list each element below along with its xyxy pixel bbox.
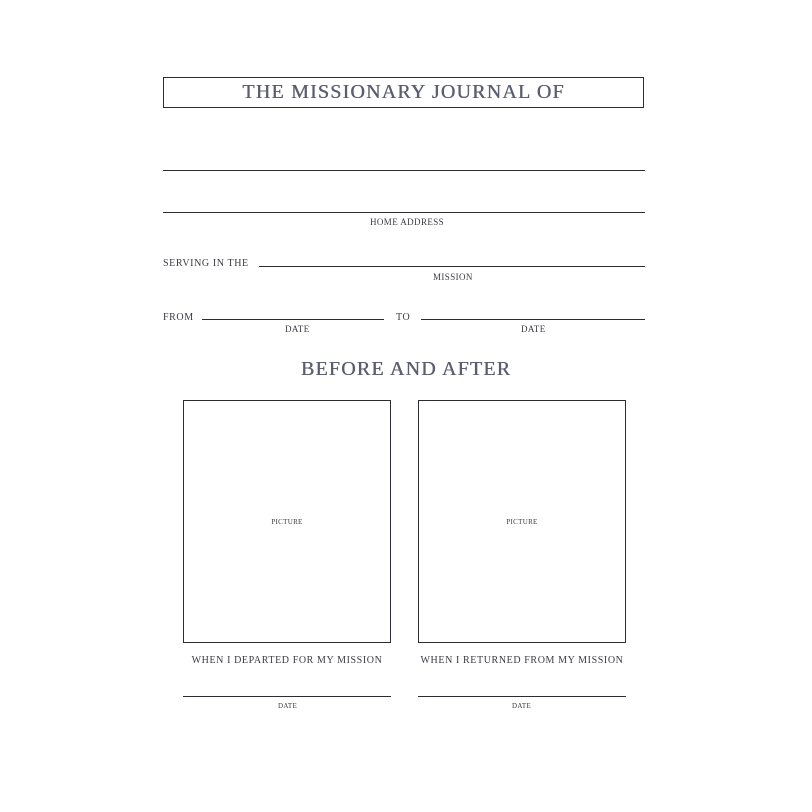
name-line[interactable]: [163, 170, 645, 171]
from-date-label: DATE: [285, 324, 310, 334]
photo-frame-departed[interactable]: [183, 400, 391, 643]
page-title: THE MISSIONARY JOURNAL OF: [242, 81, 565, 103]
returned-date-line[interactable]: [418, 696, 626, 697]
picture-placeholder: PICTURE: [506, 517, 538, 526]
returned-date-label: DATE: [512, 702, 532, 710]
departed-caption: WHEN I DEPARTED FOR MY MISSION: [191, 655, 383, 666]
returned-caption: WHEN I RETURNED FROM MY MISSION: [420, 655, 624, 666]
home-address-label: HOME ADDRESS: [370, 217, 445, 227]
to-date-line[interactable]: [421, 319, 645, 320]
to-label: TO: [396, 312, 411, 323]
serving-label: SERVING IN THE: [163, 258, 249, 269]
picture-placeholder: PICTURE: [271, 517, 303, 526]
mission-line[interactable]: [259, 266, 645, 267]
section-title: BEFORE AND AFTER: [300, 358, 512, 380]
mission-label: MISSION: [433, 272, 473, 282]
from-date-line[interactable]: [202, 319, 384, 320]
from-label: FROM: [163, 312, 194, 323]
title-box: [163, 77, 644, 108]
address-line[interactable]: [163, 212, 645, 213]
photo-frame-returned[interactable]: [418, 400, 626, 643]
to-date-label: DATE: [521, 324, 546, 334]
departed-date-label: DATE: [278, 702, 298, 710]
departed-date-line[interactable]: [183, 696, 391, 697]
